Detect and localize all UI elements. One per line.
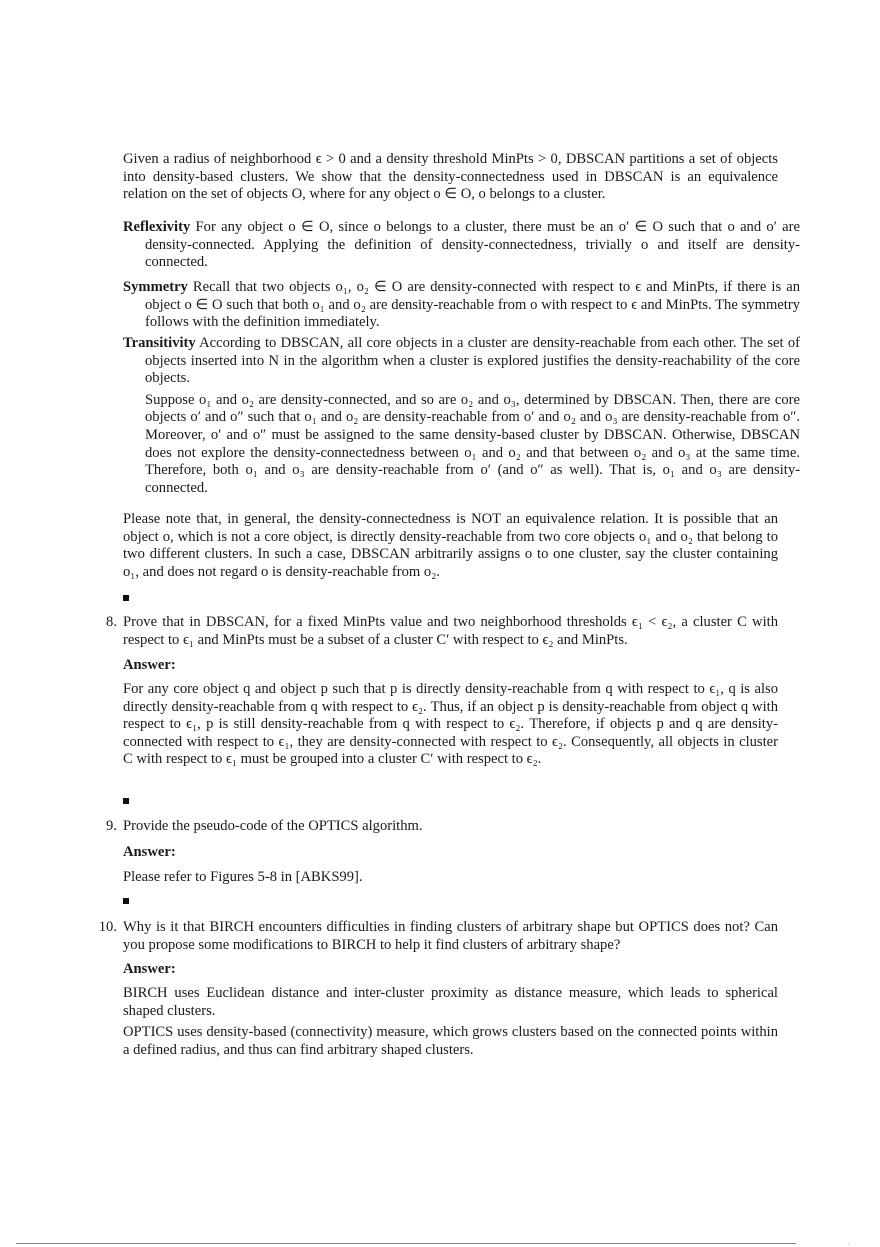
question-9: Provide the pseudo-code of the OPTICS algorithm.	[123, 818, 423, 834]
reflexivity-term: Reflexivity	[123, 219, 191, 235]
footer-rule	[16, 1243, 796, 1244]
reflexivity-text: For any object o ∈ O, since o belongs to a cluster, there must be an o′ ∈ O such that o and o′ are density-connected. Applying the definition of density-connectedness, trivially o and itself are density-connected.	[145, 219, 800, 271]
answer-10-part-1: BIRCH uses Euclidean distance and inter-cluster proximity as distance measure, which leads to spherical shaped clusters.	[123, 985, 778, 1019]
transitivity-term: Transitivity	[123, 335, 196, 351]
answer-8: For any core object q and object p such that p is directly density-reachable from q with respect to ϵ₁, q is also directly density-reachable from q with respect to ϵ₂. Thus, if an object p is density-reachable from object q with respect to ϵ₁, p is still density-reachable from q with respect to ϵ₂. Therefore, if objects p and q are density-connected with respect to ϵ₁, they are density-connected with respect to ϵ₂. Consequently, all objects in cluster C with respect to ϵ₁ must be grouped into a cluster C′ with respect to ϵ₂.	[123, 681, 778, 768]
answer-9: Please refer to Figures 5-8 in [ABKS99].	[123, 869, 363, 885]
question-number: 9.	[106, 818, 117, 834]
question-10: Why is it that BIRCH encounters difficulties in finding clusters of arbitrary shape but OPTICS does not? Can you propose some modifications to BIRCH to help it find clusters of arbitrary shape?	[123, 919, 778, 953]
intro-paragraph: Given a radius of neighborhood ϵ > 0 and a density threshold MinPts > 0, DBSCAN partitions a set of objects into density-based clusters. We show that the density-connectedness used in DBSCAN is an equivalence relation on the set of objects O, where for any object o ∈ O, o belongs to a cluster.	[123, 151, 778, 203]
answer-10-part-2: OPTICS uses density-based (connectivity) measure, which grows clusters based on the connected points within a defined radius, and thus can find arbitrary shaped clusters.	[123, 1024, 778, 1058]
transitivity-proof: Suppose o₁ and o₂ are density-connected, and so are o₂ and o₃, determined by DBSCAN. Then, there are core objects o′ and o″ such that o₁ and o₂ are density-reachable from o′ and o₂ and o₃ are density-reachable from o″. Moreover, o′ and o″ must be assigned to the same density-based cluster by DBSCAN. Otherwise, DBSCAN does not explore the density-connectedness between o₁ and o₂ and that between o₂ and o₃ at the same time. Therefore, both o₁ and o₃ are density-reachable from o′ (and o″ as well). That is, o₁ and o₃ are density-connected.	[145, 391, 800, 496]
transitivity-text: According to DBSCAN, all core objects in a cluster are density-reachable from each other. The set of objects inserted into N in the algorithm when a cluster is explored justifies the density-reachability of the core objects.	[145, 335, 800, 387]
question-number: 10.	[98, 919, 117, 935]
answer-label: Answer:	[123, 657, 176, 673]
symmetry-term: Symmetry	[123, 279, 188, 295]
footer-mark	[848, 1243, 849, 1244]
qed-square	[123, 898, 129, 904]
transitivity-item	[123, 335, 800, 497]
symmetry-item	[123, 279, 800, 332]
question-8: Prove that in DBSCAN, for a fixed MinPts value and two neighborhood thresholds ϵ₁ < ϵ₂, a cluster C with respect to ϵ₁ and MinPts must be a subset of a cluster C′ with respect to ϵ₂ and MinPts.	[123, 614, 778, 648]
answer-label: Answer:	[123, 844, 176, 860]
note-paragraph: Please note that, in general, the density-connectedness is NOT an equivalence relation. It is possible that an object o, which is not a core object, is directly density-reachable from two core objects o₁ and o₂ that belong to two different clusters. In such a case, DBSCAN arbitrarily assigns o to one cluster, say the cluster containing o₁, and does not regard o is density-reachable from o₂.	[123, 511, 778, 580]
qed-square	[123, 798, 129, 804]
qed-square	[123, 595, 129, 601]
reflexivity-item	[123, 219, 800, 272]
question-number: 8.	[106, 614, 117, 630]
answer-label: Answer:	[123, 961, 176, 977]
symmetry-text: Recall that two objects o₁, o₂ ∈ O are density-connected with respect to ϵ and MinPts, if there is an object o ∈ O such that both o₁ and o₂ are density-reachable from o with respect to ϵ and MinPts. The symmetry follows with the definition immediately.	[145, 279, 800, 331]
